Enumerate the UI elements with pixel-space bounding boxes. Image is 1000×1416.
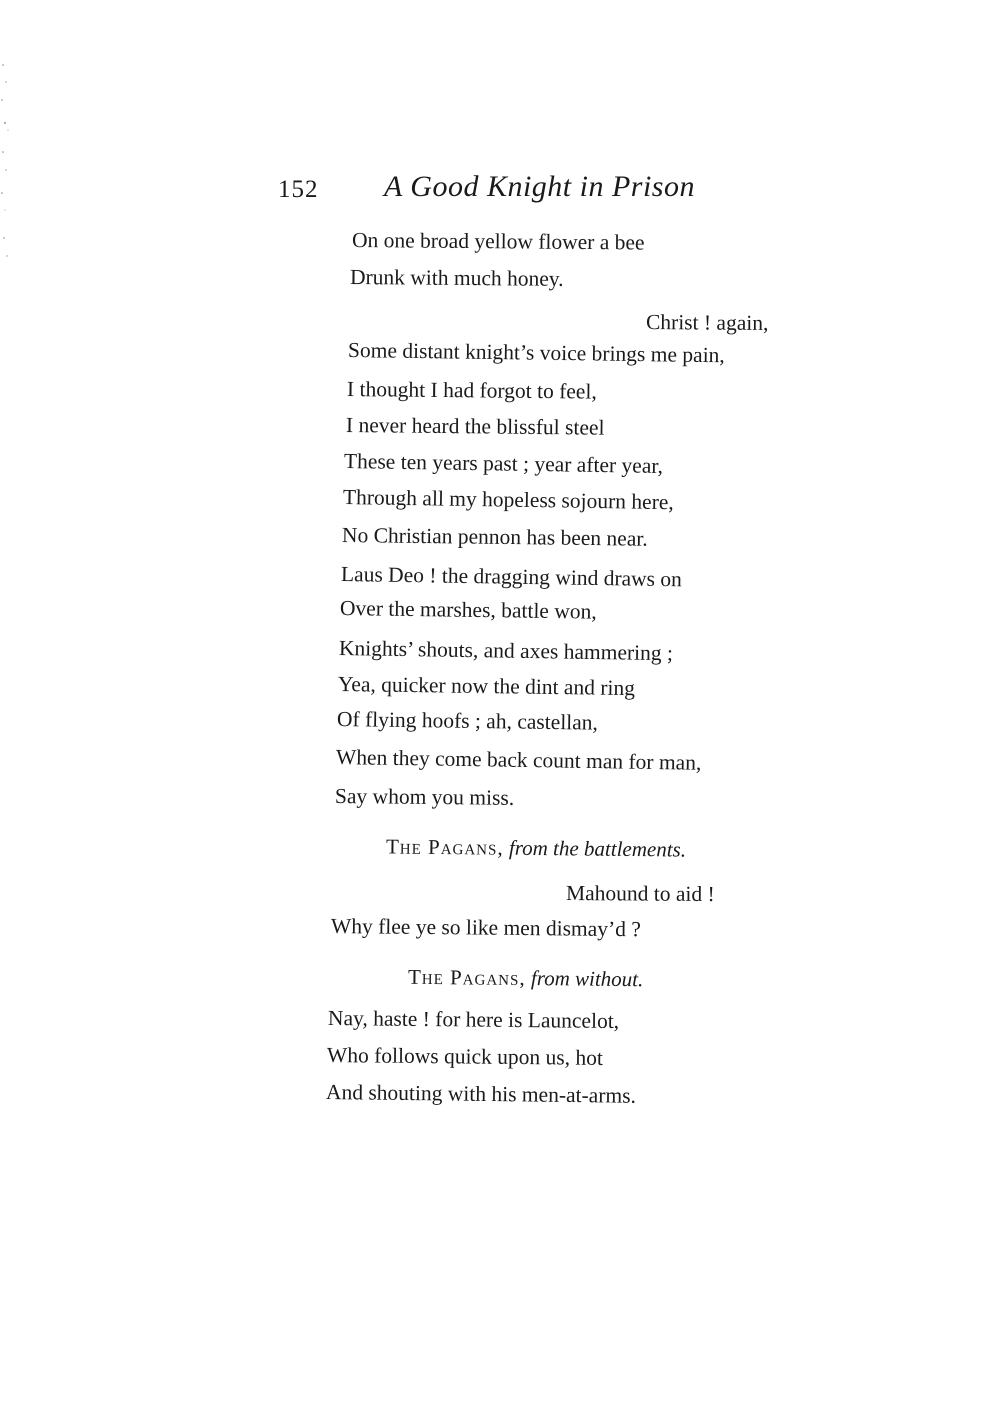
verse-line: Knights’ shouts, and axes hammering ; (338, 636, 674, 666)
verse-line: Nay, haste ! for here is Launcelot, (327, 1006, 620, 1034)
page-number: 152 (278, 176, 319, 203)
verse-line: When they come back count man for man, (335, 745, 702, 775)
speaker-heading (386, 834, 686, 862)
speaker-name: The Pagans, (407, 964, 526, 990)
verse-line: Laus Deo ! the dragging wind draws on (340, 562, 683, 592)
scan-margin-specks (0, 60, 14, 270)
verse-line: These ten years past ; year after year, (343, 449, 664, 479)
verse-line: Say whom you miss. (334, 784, 515, 810)
running-head (278, 170, 738, 214)
speaker-heading (408, 965, 644, 992)
verse-line: On one broad yellow flower a bee (351, 228, 645, 255)
verse-line: I thought I had forgot to feel, (346, 377, 597, 404)
stage-direction: from without. (530, 966, 644, 992)
verse-line: Some distant knight’s voice brings me pain, (347, 338, 725, 368)
verse-line: Over the marshes, battle won, (339, 596, 597, 624)
verse-line: I never heard the blissful steel (345, 413, 605, 440)
stage-direction: from the battlements. (508, 835, 687, 862)
verse-line: Why flee ye so like men dismay’d ? (330, 914, 641, 942)
verse-line: Through all my hopeless sojourn here, (342, 485, 674, 515)
verse-line: And shouting with his men-at-arms. (325, 1080, 637, 1108)
verse-line: No Christian pennon has been near. (341, 523, 648, 551)
verse-line: Mahound to aid ! (565, 881, 715, 907)
verse-line: Drunk with much honey. (349, 265, 564, 291)
verse-line: Of flying hoofs ; ah, castellan, (336, 707, 599, 735)
verse-line: Yea, quicker now the dint and ring (337, 672, 636, 701)
verse-line: Christ ! again, (645, 310, 769, 336)
speaker-name: The Pagans, (385, 834, 504, 860)
running-title: A Good Knight in Prison (384, 170, 695, 203)
verse-line: Who follows quick upon us, hot (326, 1043, 604, 1070)
